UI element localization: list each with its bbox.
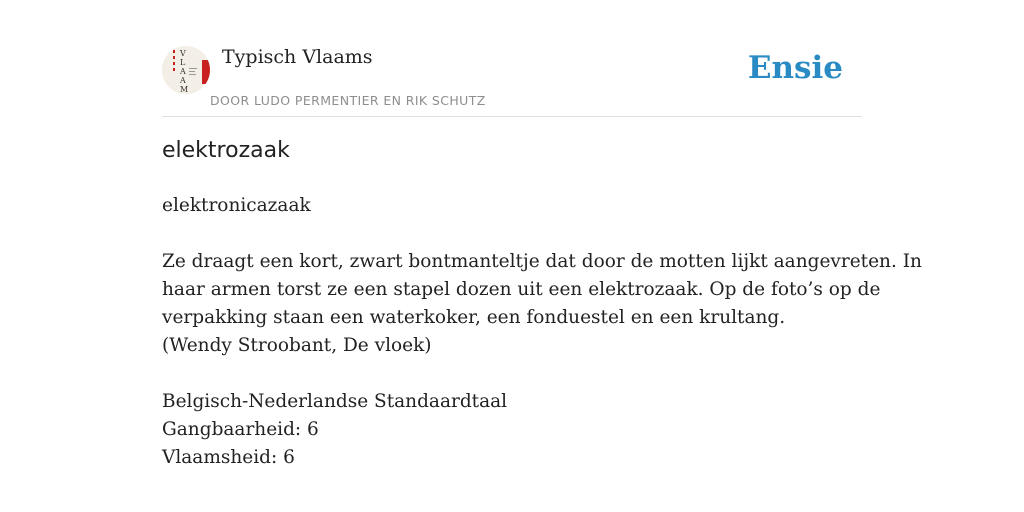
example-line: Ze draagt een kort, zwart bontmanteltje dat door de motten lijkt aangevreten. In xyxy=(162,251,922,272)
ensie-logo-link[interactable]: Ensie xyxy=(747,50,843,86)
svg-text:V: V xyxy=(180,49,186,58)
example-line: haar armen torst ze een stapel dozen uit een elektrozaak. Op de foto’s op de xyxy=(162,279,881,300)
example-citation: (Wendy Stroobant, De vloek) xyxy=(162,335,432,356)
example-line: verpakking staan een waterkoker, een fonduestel en een krultang. xyxy=(162,307,786,328)
entry-body xyxy=(162,192,922,472)
language-variety: Belgisch-Nederlandse Standaardtaal xyxy=(162,391,508,412)
svg-text:A: A xyxy=(180,76,186,85)
svg-text:M: M xyxy=(180,85,189,94)
header xyxy=(162,40,862,117)
book-title[interactable]: Typisch Vlaams xyxy=(222,46,373,68)
spacer xyxy=(162,220,872,248)
author-byline: DOOR LUDO PERMENTIER EN RIK SCHUTZ xyxy=(210,93,486,108)
entry-definition: elektronicazaak xyxy=(162,195,311,216)
vlaamsheid-rating: Vlaamsheid: 6 xyxy=(162,447,295,468)
entry-headword: elektrozaak xyxy=(162,138,290,163)
svg-text:L: L xyxy=(180,58,186,67)
gangbaarheid-rating: Gangbaarheid: 6 xyxy=(162,419,319,440)
svg-text:A: A xyxy=(180,67,186,76)
book-cover-icon[interactable] xyxy=(162,46,210,94)
spacer xyxy=(162,360,872,388)
